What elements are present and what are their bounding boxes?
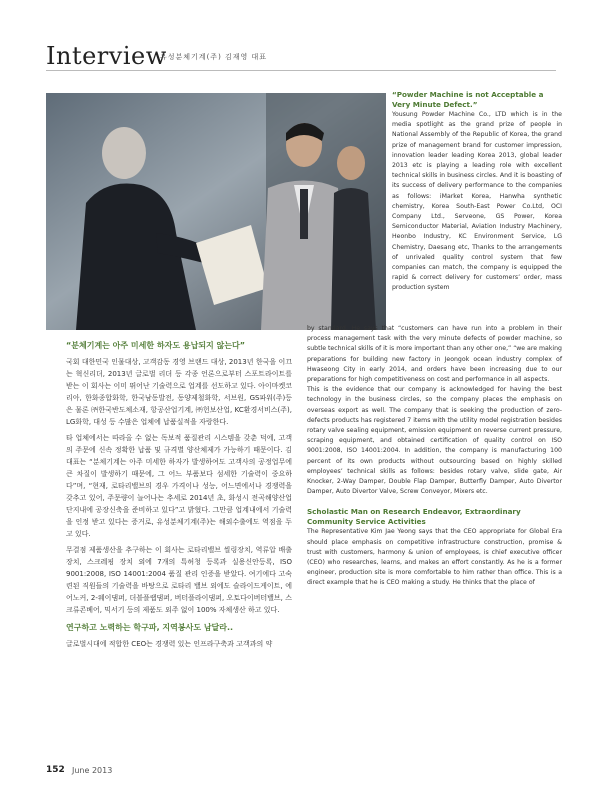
korean-paragraph-2: 타 업체에서는 따라올 수 없는 독보적 품질관리 시스템을 갖춘 덕에, 고객의 주문에 신속 정확한 납품 및 규격별 양산체제가 가능하기 때문이다. 김 대표는 “분체기계는 아주 미세한 하자가 발생하여도 고객사의 공정업무에 큰 차질이 발생하기 때문에, 그 어느 부품보다 섬세한 기술력이 중요하다”며, “현재, 로타리밸브의 경우 가격이나 성능, 어느면에서나 경쟁력을 갖추고 있어, 주문량이 늘어나는 추세로 2014년 초, 화성시 전곡해양산업단지내에 공장신축을 준비하고 있다”고 밝혔다. 그만큼 업계내에서 기술력을 인정 받고 있다는 증거로, 유성분체기계(주)는 해외수출에도 역점을 두고 있다. bbox=[66, 434, 292, 538]
english-paragraph-4: The Representative Kim Jae Yeong says that the CEO appropriate for Global Era should place emphasis on competitive infrastructure construction, promise & trust with customers, harmony & union of employees, is chief executive officer (CEO) who researches, learns, and makes an effort constantly. As he is a former engineer, production site is more comfortable to him rather than office. This is a direct example that he is CEO making a study. He thinks that the place of bbox=[307, 528, 562, 587]
english-paragraph-2: by standard. He says that “customers can have run into a problem in their process management task with the very minute defects of powder machine, so subtle technical skills of it is more important than any other one,” “we are making preparations for building new factory in Jeongok ocean industry complex of Hwaseong City in early 2014, and orders have been increasing due to our preparations for high competitiveness on cost and performance in all aspects. bbox=[307, 325, 562, 384]
korean-paragraph-4: 글로벌시대에 적합한 CEO는 경쟁력 있는 인프라구축과 고객과의 약 bbox=[66, 640, 273, 648]
korean-paragraph-1: 국회 대한민국 인물대상, 고객감동 경영 브랜드 대상, 2013년 한국을 이끄는 혁신리더, 2013년 글로벌 리더 등 각종 언론으로부터 스포트라이트를 받는 이 회사는 이미 뛰어난 기술력으로 업계를 선도하고 있다. 아이마켓코리아, 한화종합화학, 한국남동발전, 동양제철화학, 서브원, GS파워(주)등은 물론 ㈜한국반도체소재, 항공산업기계, ㈜헌보산업, KC환경서비스(주), LG화학, 대성 등 수많은 업체에 납품실적을 자랑한다. bbox=[66, 358, 292, 426]
english-paragraph-1: Yousung Powder Machine Co., LTD which is in the media spotlight as the grand prize of people in National Assembly of the Republic of Korea, the grand prize of management brand for customer impression, innovation leader leading Korea 2013, global leader 2013 etc is playing a leading role with excellent technical skills in business circles. And it is boasting of its success of delivery performance to the companies as follows: iMarket Korea, Hanwha synthetic chemistry, Korea South-East Power Co.Ltd, OCI Company Ltd., Serveone, GS Power, Korea Semiconductor Material, Aviation Industry Machinery, Heonbo Industry, KC Environment Service, LG Chemistry, Daesang etc, Thanks to the arrangements of unrivaled quality control system that few companies can match, the company is equipped the rapid & correct delivery for customers’ order, mass production system bbox=[392, 111, 562, 292]
section-subtitle: 유성분체기계(주) 김재영 대표 bbox=[160, 53, 268, 61]
english-column bbox=[307, 324, 562, 589]
english-column-intro bbox=[392, 90, 562, 294]
section-title: Interview bbox=[46, 42, 167, 70]
issue-date: June 2013 bbox=[72, 766, 113, 775]
korean-paragraph-3: 무결점 제품생산을 추구하는 이 회사는 로타리밸브 씰링장치, 역류압 배출장치, 스크레핑 장치 외에 7개의 특허청 등록과 실용신안등록, ISO 9001:2008, ISO 14001:2004 품질 관리 인증을 받았다. 여기에다 고숙련된 직원들의 기술력을 바탕으로 로타리 밸브 외에도 슬라이드게이트, 에어노커, 2-웨이댐퍼, 더블플랩댐퍼, 버터플라이댐퍼, 오토다이버터밸브, 스크류콘베어, 믹서기 등의 제품도 외주 없이 100% 자체생산 하고 있다. bbox=[66, 546, 292, 614]
award-photo-illustration bbox=[46, 93, 386, 330]
english-heading-1: “Powder Machine is not Acceptable a Very Minute Defect.” bbox=[392, 90, 544, 109]
korean-heading-1: “분체기계는 아주 미세한 하자도 용납되지 않는다” bbox=[66, 341, 245, 350]
english-paragraph-3: This is the evidence that our company is acknowledged for having the best technology in the business circles, so the company places the emphasis on overseas export as well. The company that is seeking the production of zero-defects products has registered 7 items with the utility model registration besides rotary valve sealing equipment, emission equipment on reverse current pressure, scraping equipment, and obtained certification of quality control on ISO 9001:2008, ISO 14001:2004. In addition, the company is manufacturing 100 percent of its own products without outsourcing based on highly skilled employees’ technical skills as follows: besides rotary valve, slide gate, Air Knocker, 2-Way Damper, Double Flap Damper, Butterfly Damper, Auto Divertor Damper, Auto Divertor Valve, Screw Conveyor, Mixers etc. bbox=[307, 386, 562, 496]
page-number: 152 bbox=[46, 765, 65, 775]
korean-heading-2: 연구하고 노력하는 학구파, 지역봉사도 남달라.. bbox=[66, 623, 234, 632]
korean-column bbox=[66, 340, 292, 654]
english-heading-2: Scholastic Man on Research Endeavor, Extraordinary Community Service Activities bbox=[307, 507, 521, 527]
header-divider bbox=[46, 70, 556, 71]
award-ceremony-photo bbox=[46, 93, 386, 330]
